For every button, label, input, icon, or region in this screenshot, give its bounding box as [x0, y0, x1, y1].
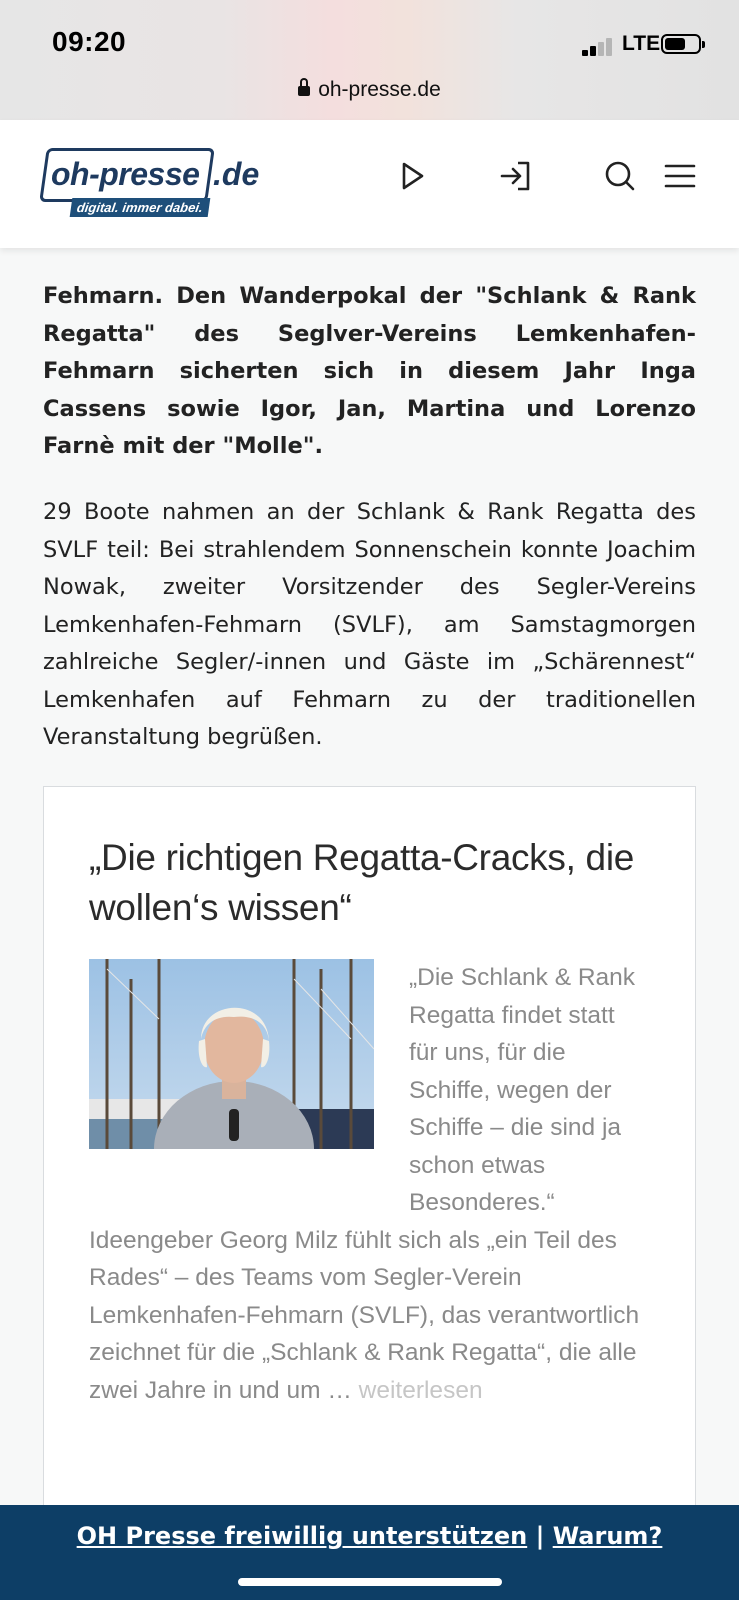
address-bar[interactable] — [0, 78, 739, 102]
home-indicator[interactable] — [238, 1578, 502, 1586]
related-article-title[interactable]: „Die richtigen Regatta-Cracks, die wollen‘s wissen“ — [89, 837, 635, 928]
related-article-excerpt — [89, 959, 649, 1409]
signal-icon — [582, 36, 616, 56]
related-article-card[interactable] — [43, 786, 696, 1506]
menu-icon[interactable] — [660, 156, 700, 196]
related-excerpt-text: „Die Schlank & Rank Regatta findet statt für uns, für die Schiffe, wegen der Schiffe – die sind ja schon etwas Besonderes.“ Ideengeber Georg Milz fühlt sich als „ein Teil des Rades“ – des Teams vom Segler-Verein Lemkenhafen-Fehmarn (SVLF), das verantwortlich zeichnet für die „Schlank & Rank Regatta“, die alle zwei Jahre in und um … — [89, 964, 640, 1404]
why-link[interactable]: Warum? — [552, 1522, 663, 1550]
article-lead: Fehmarn. Den Wanderpokal der "Schlank & Rank Regatta" des Seglver-Vereins Lemkenhafen-Fehmarn sicherten sich in diesem Jahr Inga Cassens sowie Igor, Jan, Martina und Lorenzo Farnè mit der "Molle". — [43, 283, 696, 459]
status-bar — [0, 0, 739, 120]
network-label: LTE — [622, 32, 661, 55]
logo-tld: .de — [213, 156, 260, 192]
search-icon[interactable] — [600, 156, 640, 196]
battery-icon — [661, 34, 701, 54]
excerpt-image-spacer — [89, 959, 409, 1211]
play-icon[interactable] — [392, 156, 432, 196]
support-link[interactable]: OH Presse freiwillig unterstützen — [76, 1522, 528, 1550]
support-separator: | — [535, 1522, 545, 1550]
logo-tagline: digital. immer dabei. — [70, 198, 210, 217]
login-icon[interactable] — [496, 156, 536, 196]
url-text: oh-presse.de — [318, 78, 441, 101]
read-more-link[interactable]: weiterlesen — [358, 1376, 483, 1404]
site-logo[interactable] — [43, 148, 258, 222]
status-time: 09:20 — [52, 26, 127, 57]
logo-text: oh-presse — [51, 156, 200, 192]
article-body: 29 Boote nahmen an der Schlank & Rank Regatta des SVLF teil: Bei strahlendem Sonnenschein konnte Joachim Nowak, zweiter Vorsitzender des Segler-Vereins Lemkenhafen-Fehmarn (SVLF), am Samstagmorgen zahlreiche Segler/-innen und Gäste im „Schärennest“ Lemkenhafen auf Fehmarn zu der traditionellen Veranstaltung begrüßen. — [43, 499, 696, 750]
site-header — [0, 120, 739, 248]
support-bar-text — [0, 1522, 739, 1550]
lock-icon — [298, 86, 310, 96]
